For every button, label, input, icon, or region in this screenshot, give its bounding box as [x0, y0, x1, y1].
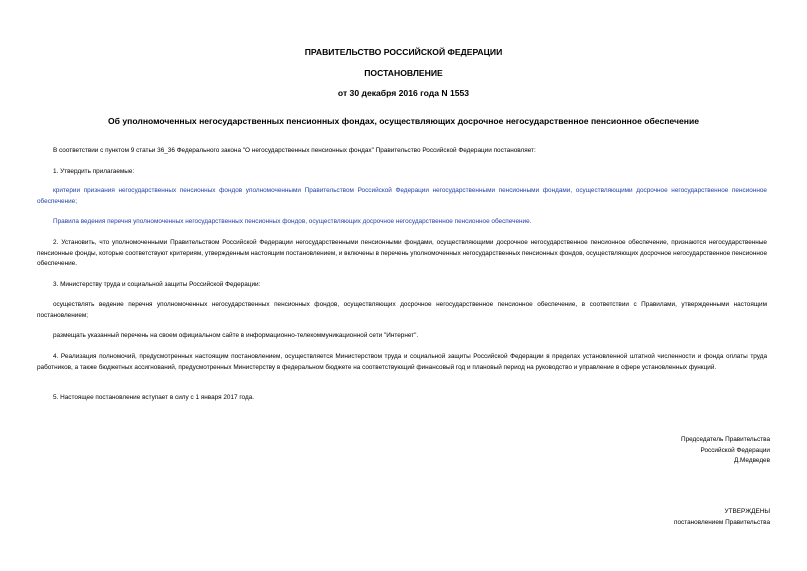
clause-1: 1. Утвердить прилагаемые: [53, 168, 135, 175]
approval-authority: постановлением Правительства [674, 518, 770, 526]
document-type: ПОСТАНОВЛЕНИЕ [364, 68, 443, 78]
clause-2: 2. Установить, что уполномоченными Правительством Российской Федерации негосударственными пенсионными фондами, осуществляющими досрочное негосударственное пенсионное обеспечение, признаются негосударственные пенсионные фонды, которые соответствуют критериям, утвержденным настоящим постановлением, и включены в перечень уполномоченных негосударственных пенсионных фондов, осуществляющих досрочное негосударственное пенсионное обеспечение. [37, 239, 767, 267]
document-date-number: от 30 декабря 2016 года N 1553 [337, 88, 470, 98]
org-name: ПРАВИТЕЛЬСТВО РОССИЙСКОЙ ФЕДЕРАЦИИ [304, 47, 503, 57]
clause-3-item-2: размещать указанный перечень на своем официальном сайте в информационно-телекоммуникационной сети "Интернет". [53, 332, 419, 339]
signature-country: Российской Федерации [700, 446, 770, 454]
rules-link[interactable]: Правила ведения перечня уполномоченных негосударственных пенсионных фондов, осуществляющих досрочное негосударственное пенсионное обеспечение. [53, 218, 532, 225]
clause-4: 4. Реализация полномочий, предусмотренных настоящим постановлением, осуществляется Министерством труда и социальной защиты Российской Федерации в пределах установленной штатной численности и фонда оплаты труда работников, а также бюджетных ассигнований, предусмотренных Министерству в федеральном бюджете на соответствующий финансовый год и плановый период на руководство и управление в сфере установленных функций. [37, 353, 767, 371]
criteria-link-paragraph [37, 186, 767, 207]
signature-title: Председатель Правительства [681, 436, 770, 443]
preamble: В соответствии с пунктом 9 статьи 36_36 Федерального закона "О негосударственных пенсионных фондах" Правительство Российской Федерации постановляет: [53, 147, 536, 154]
approval-heading: УТВЕРЖДЕНЫ [724, 508, 770, 515]
document-title: Об уполномоченных негосударственных пенсионных фондах, осуществляющих досрочное негосударственное пенсионное обеспечение [107, 116, 700, 126]
approval-block [570, 507, 770, 528]
clause-3: 3. Министерству труда и социальной защиты Российской Федерации: [53, 281, 261, 288]
criteria-link[interactable]: критерии признания негосударственных пенсионных фондов уполномоченными Правительством Российской Федерации негосударственными пенсионными фондами, осуществляющими досрочное негосударственное пенсионное обеспечение; [37, 187, 767, 205]
rules-link-paragraph [37, 217, 767, 228]
signature-block [570, 435, 770, 467]
signature-name: Д.Медведев [733, 457, 770, 464]
clause-5: 5. Настоящее постановление вступает в силу с 1 января 2017 года. [53, 394, 255, 401]
clause-3-item-1: осуществлять ведение перечня уполномоченных негосударственных пенсионных фондов, осуществляющих досрочное негосударственное пенсионное обеспечение, в соответствии с Правилами, утвержденными настоящим постановлением; [37, 301, 767, 319]
